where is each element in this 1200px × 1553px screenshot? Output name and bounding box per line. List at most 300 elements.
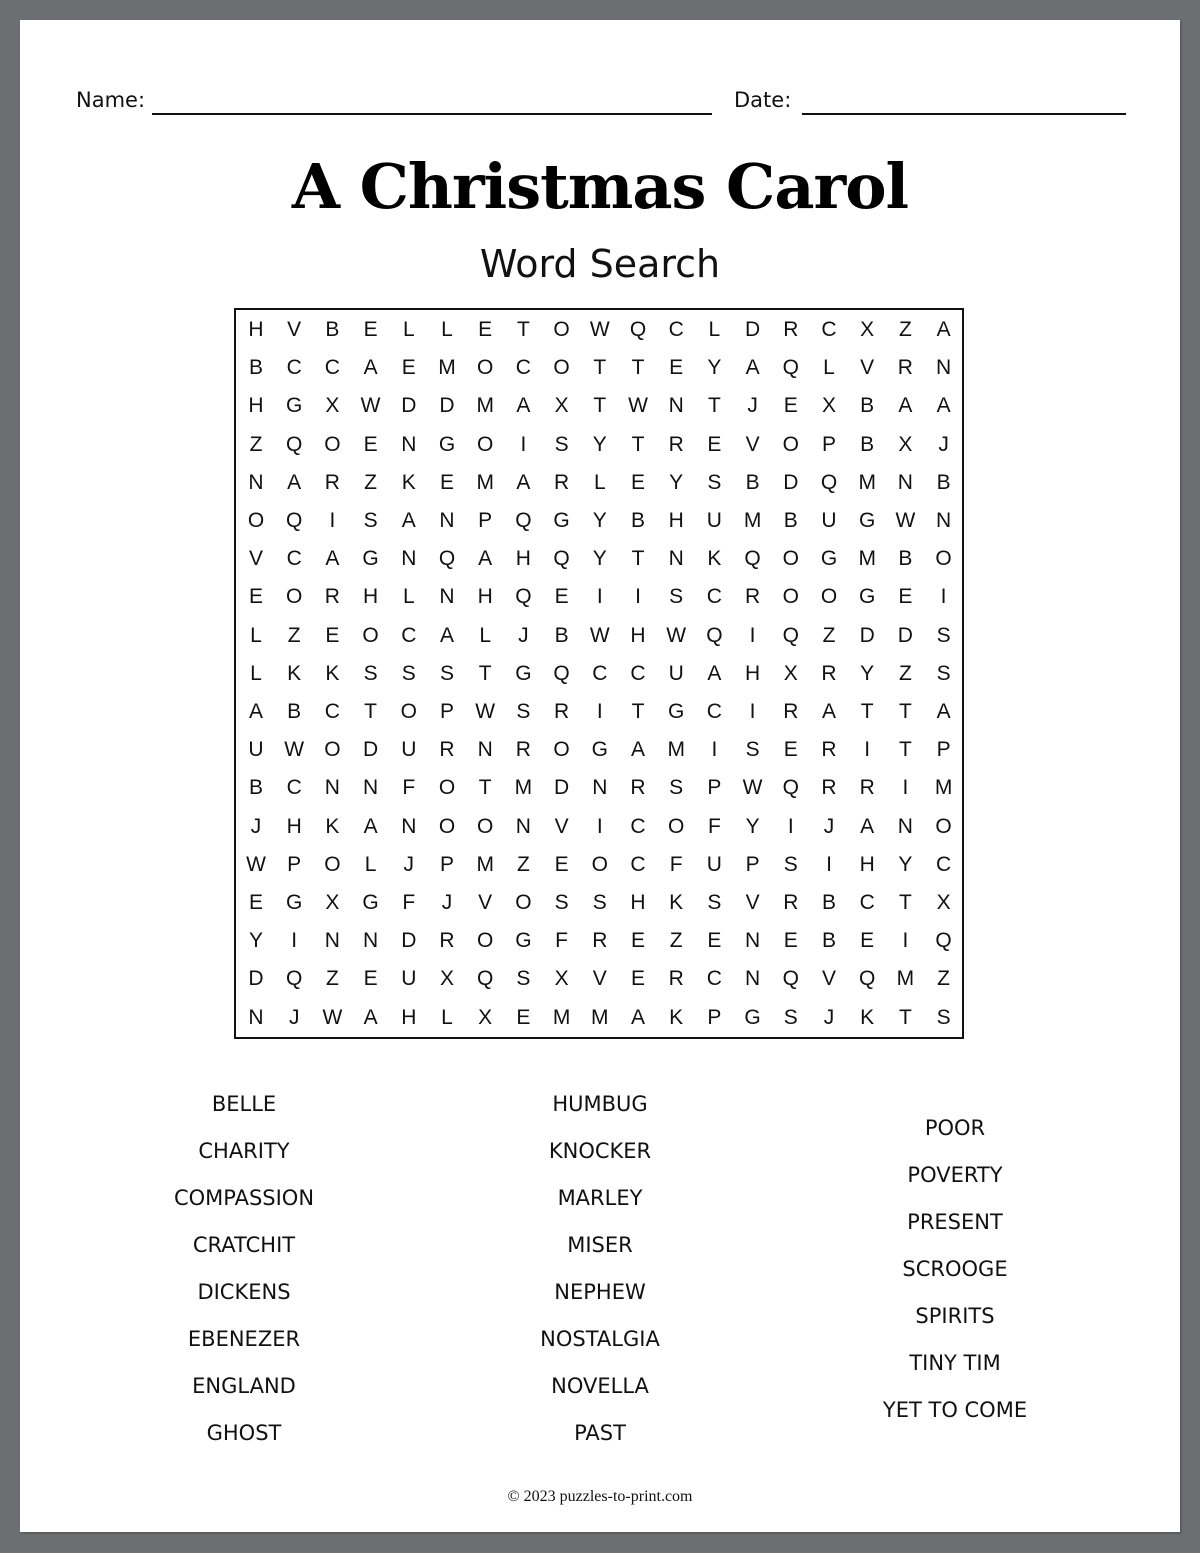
grid-cell[interactable]: S	[783, 852, 798, 876]
grid-cell[interactable]: B	[821, 891, 836, 914]
grid-cell[interactable]: V	[745, 891, 760, 914]
grid-cell[interactable]: B	[248, 356, 263, 380]
grid-cell[interactable]: G	[820, 547, 838, 571]
grid-cell[interactable]: A	[936, 700, 951, 723]
grid-cell[interactable]: R	[439, 738, 455, 762]
grid-cell[interactable]: B	[745, 470, 760, 494]
grid-cell[interactable]: Z	[287, 623, 301, 647]
grid-cell[interactable]: Q	[744, 547, 761, 571]
grid-cell[interactable]: S	[936, 661, 951, 685]
grid-cell[interactable]: R	[821, 738, 837, 762]
grid-cell[interactable]: Y	[248, 929, 263, 953]
grid-cell[interactable]: U	[706, 509, 722, 532]
grid-cell[interactable]: K	[707, 547, 722, 571]
grid-cell[interactable]: O	[247, 509, 265, 532]
grid-cell[interactable]: N	[439, 509, 455, 532]
grid-cell[interactable]: S	[363, 509, 378, 532]
grid-cell[interactable]: F	[402, 776, 416, 800]
grid-cell[interactable]: O	[324, 852, 341, 876]
grid-cell[interactable]: T	[631, 700, 645, 723]
grid-cell[interactable]: O	[553, 356, 570, 380]
grid-cell[interactable]: Z	[325, 967, 339, 991]
grid-cell[interactable]: Q	[553, 547, 570, 571]
grid-cell[interactable]: M	[858, 470, 876, 494]
grid-cell[interactable]: O	[935, 814, 952, 838]
grid-cell[interactable]: E	[401, 356, 416, 380]
grid-cell[interactable]: E	[516, 1005, 531, 1029]
grid-cell[interactable]: K	[401, 470, 416, 494]
grid-cell[interactable]: Y	[592, 509, 607, 532]
grid-cell[interactable]: B	[248, 776, 263, 800]
grid-cell[interactable]: H	[248, 318, 264, 341]
grid-cell[interactable]: R	[821, 661, 837, 685]
grid-cell[interactable]: I	[940, 585, 947, 609]
grid-cell[interactable]: W	[360, 394, 381, 418]
grid-cell[interactable]: C	[706, 585, 722, 609]
grid-cell[interactable]: B	[554, 623, 569, 647]
grid-cell[interactable]: C	[630, 814, 646, 838]
grid-cell[interactable]: Q	[477, 967, 494, 991]
grid-cell[interactable]: M	[896, 967, 915, 991]
grid-cell[interactable]: P	[439, 852, 454, 876]
grid-cell[interactable]: E	[363, 318, 378, 341]
grid-cell[interactable]: M	[591, 1005, 609, 1029]
grid-cell[interactable]: O	[477, 814, 494, 838]
grid-cell[interactable]: K	[669, 1005, 684, 1029]
grid-cell[interactable]: R	[668, 432, 684, 456]
grid-cell[interactable]: Q	[859, 967, 876, 991]
grid-cell[interactable]: D	[897, 623, 913, 647]
grid-cell[interactable]: C	[592, 661, 608, 685]
grid-cell[interactable]: N	[324, 776, 340, 800]
grid-cell[interactable]: T	[364, 700, 377, 723]
grid-cell[interactable]: A	[516, 394, 531, 418]
grid-cell[interactable]: D	[783, 470, 799, 494]
grid-cell[interactable]: S	[516, 700, 531, 723]
grid-cell[interactable]: Z	[364, 470, 377, 494]
grid-cell[interactable]: T	[516, 318, 530, 341]
grid-cell[interactable]: I	[749, 623, 756, 647]
grid-cell[interactable]: J	[823, 814, 835, 838]
grid-cell[interactable]: N	[439, 585, 455, 609]
grid-cell[interactable]: H	[363, 585, 379, 609]
grid-cell[interactable]: P	[707, 776, 722, 800]
grid-cell[interactable]: A	[630, 1005, 645, 1029]
grid-cell[interactable]: X	[860, 318, 875, 341]
grid-cell[interactable]: Y	[669, 470, 684, 494]
grid-cell[interactable]: D	[363, 738, 379, 762]
grid-cell[interactable]: F	[555, 929, 568, 953]
grid-cell[interactable]: I	[635, 585, 641, 609]
grid-cell[interactable]: O	[477, 432, 494, 456]
grid-cell[interactable]: G	[515, 929, 532, 953]
grid-cell[interactable]: W	[589, 623, 610, 647]
grid-cell[interactable]: S	[745, 738, 760, 762]
grid-cell[interactable]: E	[630, 929, 645, 953]
grid-cell[interactable]: P	[287, 852, 302, 876]
grid-cell[interactable]: A	[936, 394, 951, 418]
grid-cell[interactable]: O	[400, 700, 417, 723]
grid-cell[interactable]: Z	[898, 661, 912, 685]
grid-cell[interactable]: F	[707, 814, 721, 838]
grid-cell[interactable]: R	[592, 929, 608, 953]
grid-cell[interactable]: G	[286, 891, 303, 914]
grid-cell[interactable]: G	[362, 891, 379, 914]
grid-cell[interactable]: E	[554, 852, 569, 876]
grid-cell[interactable]: Z	[669, 929, 683, 953]
grid-cell[interactable]: C	[859, 891, 875, 914]
grid-cell[interactable]: E	[325, 623, 340, 647]
grid-cell[interactable]: W	[322, 1005, 343, 1029]
grid-cell[interactable]: I	[902, 776, 909, 800]
grid-cell[interactable]: I	[329, 509, 336, 532]
grid-cell[interactable]: A	[745, 356, 760, 380]
grid-cell[interactable]: G	[859, 509, 876, 532]
grid-cell[interactable]: T	[631, 356, 645, 380]
grid-cell[interactable]: R	[324, 470, 340, 494]
grid-cell[interactable]: R	[745, 585, 761, 609]
grid-cell[interactable]: E	[783, 738, 798, 762]
grid-cell[interactable]: D	[248, 967, 264, 991]
grid-cell[interactable]: N	[668, 547, 684, 571]
grid-cell[interactable]: I	[787, 814, 794, 838]
grid-cell[interactable]: O	[553, 318, 570, 341]
grid-cell[interactable]: J	[518, 623, 529, 647]
grid-cell[interactable]: O	[782, 432, 799, 456]
grid-cell[interactable]: Q	[438, 547, 456, 571]
grid-cell[interactable]: X	[439, 967, 454, 991]
grid-cell[interactable]: N	[248, 1005, 264, 1029]
grid-cell[interactable]: C	[286, 356, 302, 380]
grid-cell[interactable]: K	[860, 1005, 875, 1029]
grid-cell[interactable]: E	[898, 585, 913, 609]
grid-cell[interactable]: S	[363, 661, 378, 685]
grid-cell[interactable]: B	[821, 929, 836, 953]
grid-cell[interactable]: M	[858, 547, 876, 571]
grid-cell[interactable]: W	[895, 509, 916, 532]
grid-cell[interactable]: L	[250, 661, 262, 685]
grid-cell[interactable]: P	[745, 852, 760, 876]
grid-cell[interactable]: E	[669, 356, 684, 380]
grid-cell[interactable]: Q	[782, 776, 799, 800]
grid-cell[interactable]: K	[325, 814, 340, 838]
grid-cell[interactable]: E	[363, 967, 378, 991]
grid-cell[interactable]: E	[478, 318, 493, 341]
grid-cell[interactable]: I	[711, 738, 718, 762]
grid-cell[interactable]: Q	[515, 585, 532, 609]
grid-cell[interactable]: C	[630, 661, 646, 685]
grid-cell[interactable]: Q	[629, 318, 647, 341]
grid-cell[interactable]: M	[476, 852, 494, 876]
grid-cell[interactable]: E	[439, 470, 454, 494]
grid-cell[interactable]: O	[935, 547, 952, 571]
grid-cell[interactable]: N	[363, 776, 379, 800]
grid-cell[interactable]: K	[287, 661, 302, 685]
grid-cell[interactable]: S	[783, 1005, 798, 1029]
grid-cell[interactable]: N	[401, 547, 417, 571]
grid-cell[interactable]: S	[707, 891, 722, 914]
grid-cell[interactable]: H	[286, 814, 302, 838]
grid-cell[interactable]: I	[826, 852, 832, 876]
grid-cell[interactable]: H	[745, 661, 761, 685]
grid-cell[interactable]: N	[668, 394, 684, 418]
grid-cell[interactable]: C	[936, 852, 952, 876]
grid-cell[interactable]: K	[325, 661, 340, 685]
grid-cell[interactable]: L	[441, 1005, 453, 1029]
grid-cell[interactable]: N	[897, 470, 913, 494]
grid-cell[interactable]: I	[864, 738, 871, 762]
grid-cell[interactable]: O	[362, 623, 379, 647]
grid-cell[interactable]: V	[248, 547, 263, 571]
grid-cell[interactable]: Q	[286, 967, 303, 991]
grid-cell[interactable]: M	[552, 1005, 571, 1029]
grid-cell[interactable]: O	[286, 585, 303, 609]
grid-cell[interactable]: S	[401, 661, 416, 685]
grid-cell[interactable]: T	[707, 394, 721, 418]
grid-cell[interactable]: A	[516, 470, 531, 494]
grid-cell[interactable]: N	[897, 814, 913, 838]
grid-cell[interactable]: N	[477, 738, 493, 762]
grid-cell[interactable]: J	[250, 814, 262, 838]
grid-cell[interactable]: U	[821, 509, 837, 532]
grid-cell[interactable]: O	[438, 814, 456, 838]
grid-cell[interactable]: O	[477, 356, 494, 380]
grid-cell[interactable]: S	[554, 891, 569, 914]
grid-cell[interactable]: E	[630, 470, 645, 494]
grid-cell[interactable]: I	[596, 585, 603, 609]
grid-cell[interactable]: H	[859, 852, 875, 876]
grid-cell[interactable]: N	[401, 432, 417, 456]
grid-cell[interactable]: U	[401, 967, 417, 991]
grid-cell[interactable]: E	[630, 967, 645, 991]
grid-cell[interactable]: J	[747, 394, 758, 418]
grid-cell[interactable]: T	[593, 356, 607, 380]
grid-cell[interactable]: T	[593, 394, 607, 418]
grid-cell[interactable]: S	[936, 623, 951, 647]
grid-cell[interactable]: J	[441, 891, 453, 914]
grid-cell[interactable]: D	[554, 776, 570, 800]
grid-cell[interactable]: W	[628, 394, 648, 418]
grid-cell[interactable]: K	[669, 891, 684, 914]
grid-cell[interactable]: E	[363, 432, 378, 456]
grid-cell[interactable]: U	[706, 852, 722, 876]
grid-cell[interactable]: U	[668, 661, 684, 685]
grid-cell[interactable]: G	[553, 509, 570, 532]
grid-cell[interactable]: W	[666, 623, 687, 647]
grid-cell[interactable]: S	[516, 967, 531, 991]
grid-cell[interactable]: O	[438, 776, 456, 800]
grid-cell[interactable]: Y	[860, 661, 875, 685]
grid-cell[interactable]: H	[515, 547, 531, 571]
grid-cell[interactable]: A	[363, 814, 378, 838]
grid-cell[interactable]: J	[823, 1005, 835, 1029]
grid-cell[interactable]: W	[742, 776, 763, 800]
grid-cell[interactable]: O	[668, 814, 685, 838]
grid-cell[interactable]: F	[402, 891, 416, 914]
grid-cell[interactable]: C	[706, 967, 722, 991]
grid-cell[interactable]: T	[478, 776, 492, 800]
grid-cell[interactable]: N	[324, 929, 340, 953]
grid-cell[interactable]: I	[596, 814, 603, 838]
grid-cell[interactable]: M	[667, 738, 685, 762]
grid-cell[interactable]: J	[938, 432, 949, 456]
grid-cell[interactable]: P	[478, 509, 493, 532]
grid-cell[interactable]: P	[439, 700, 454, 723]
grid-cell[interactable]: E	[707, 929, 722, 953]
grid-cell[interactable]: E	[248, 891, 263, 914]
grid-cell[interactable]: S	[669, 776, 684, 800]
grid-cell[interactable]: Q	[935, 929, 952, 953]
grid-cell[interactable]: A	[363, 356, 378, 380]
grid-cell[interactable]: Z	[937, 967, 950, 991]
grid-cell[interactable]: M	[934, 776, 953, 800]
grid-cell[interactable]: O	[591, 852, 608, 876]
grid-cell[interactable]: L	[708, 318, 721, 341]
grid-cell[interactable]: N	[515, 814, 531, 838]
grid-cell[interactable]: C	[706, 700, 722, 723]
grid-cell[interactable]: V	[860, 356, 875, 380]
grid-cell[interactable]: N	[401, 814, 417, 838]
grid-cell[interactable]: E	[248, 585, 263, 609]
grid-cell[interactable]: L	[402, 585, 415, 609]
grid-cell[interactable]: R	[439, 929, 455, 953]
grid-cell[interactable]: Q	[782, 623, 799, 647]
grid-cell[interactable]: R	[821, 776, 837, 800]
grid-cell[interactable]: B	[860, 432, 875, 456]
grid-cell[interactable]: U	[248, 738, 264, 762]
grid-cell[interactable]: L	[823, 356, 835, 380]
grid-cell[interactable]: D	[401, 929, 417, 953]
grid-cell[interactable]: E	[860, 929, 875, 953]
grid-cell[interactable]: C	[401, 623, 417, 647]
grid-cell[interactable]: D	[859, 623, 875, 647]
grid-cell[interactable]: C	[286, 547, 302, 571]
grid-cell[interactable]: S	[936, 1005, 951, 1029]
grid-cell[interactable]: H	[477, 585, 493, 609]
grid-cell[interactable]: Q	[782, 356, 799, 380]
grid-cell[interactable]: T	[898, 738, 912, 762]
grid-cell[interactable]: D	[745, 318, 761, 341]
grid-cell[interactable]: Q	[515, 509, 532, 532]
grid-cell[interactable]: T	[478, 661, 492, 685]
grid-cell[interactable]: L	[479, 623, 492, 647]
grid-cell[interactable]: B	[630, 509, 645, 532]
grid-cell[interactable]: I	[749, 700, 756, 723]
grid-cell[interactable]: I	[596, 700, 603, 723]
grid-cell[interactable]: N	[936, 509, 952, 532]
grid-cell[interactable]: S	[439, 661, 454, 685]
grid-cell[interactable]: S	[669, 585, 684, 609]
name-field-line[interactable]	[152, 113, 712, 115]
grid-cell[interactable]: P	[821, 432, 836, 456]
grid-cell[interactable]: X	[478, 1005, 493, 1029]
grid-cell[interactable]: C	[515, 356, 531, 380]
grid-cell[interactable]: A	[898, 394, 913, 418]
grid-cell[interactable]: Z	[898, 318, 912, 341]
grid-cell[interactable]: R	[668, 967, 684, 991]
grid-cell[interactable]: Y	[898, 852, 913, 876]
grid-cell[interactable]: X	[554, 967, 569, 991]
grid-cell[interactable]: M	[476, 470, 494, 494]
grid-cell[interactable]: Y	[745, 814, 760, 838]
grid-cell[interactable]: J	[288, 1005, 300, 1029]
grid-cell[interactable]: A	[821, 700, 836, 723]
grid-cell[interactable]: R	[554, 700, 570, 723]
grid-cell[interactable]: C	[324, 356, 340, 380]
grid-cell[interactable]: N	[745, 967, 761, 991]
grid-cell[interactable]: A	[325, 547, 340, 571]
grid-cell[interactable]: V	[478, 891, 493, 914]
grid-cell[interactable]: X	[783, 661, 798, 685]
grid-cell[interactable]: G	[744, 1005, 761, 1029]
grid-cell[interactable]: P	[936, 738, 951, 762]
grid-cell[interactable]: E	[554, 585, 569, 609]
grid-cell[interactable]: X	[898, 432, 913, 456]
grid-cell[interactable]: A	[439, 623, 454, 647]
grid-cell[interactable]: O	[324, 738, 341, 762]
grid-cell[interactable]: Y	[592, 547, 607, 571]
grid-cell[interactable]: C	[286, 776, 302, 800]
grid-cell[interactable]: L	[441, 318, 453, 341]
grid-cell[interactable]: Z	[822, 623, 836, 647]
grid-cell[interactable]: X	[554, 394, 569, 418]
grid-cell[interactable]: R	[859, 776, 875, 800]
grid-cell[interactable]: H	[668, 509, 684, 532]
grid-cell[interactable]: Q	[782, 967, 799, 991]
grid-cell[interactable]: L	[364, 852, 377, 876]
grid-cell[interactable]: A	[287, 470, 302, 494]
grid-cell[interactable]: B	[936, 470, 951, 494]
grid-cell[interactable]: V	[821, 967, 836, 991]
grid-cell[interactable]: O	[782, 585, 799, 609]
grid-cell[interactable]: O	[515, 891, 532, 914]
grid-cell[interactable]: E	[707, 432, 722, 456]
grid-cell[interactable]: Z	[516, 852, 530, 876]
grid-cell[interactable]: M	[743, 509, 762, 532]
grid-cell[interactable]: T	[860, 700, 874, 723]
grid-cell[interactable]: G	[362, 547, 379, 571]
grid-cell[interactable]: A	[401, 509, 416, 532]
grid-cell[interactable]: S	[592, 891, 607, 914]
grid-cell[interactable]: P	[707, 1005, 722, 1029]
grid-cell[interactable]: T	[898, 700, 912, 723]
grid-cell[interactable]: A	[363, 1005, 378, 1029]
grid-cell[interactable]: B	[898, 547, 913, 571]
grid-cell[interactable]: H	[248, 394, 264, 418]
grid-cell[interactable]: N	[248, 470, 264, 494]
grid-cell[interactable]: M	[476, 394, 494, 418]
grid-cell[interactable]: O	[782, 547, 799, 571]
grid-cell[interactable]: M	[438, 356, 456, 380]
grid-cell[interactable]: R	[783, 318, 799, 341]
grid-cell[interactable]: R	[554, 470, 570, 494]
grid-cell[interactable]: Q	[820, 470, 838, 494]
grid-cell[interactable]: R	[783, 700, 799, 723]
grid-cell[interactable]: W	[589, 318, 610, 341]
grid-cell[interactable]: Q	[706, 623, 723, 647]
grid-cell[interactable]: Q	[286, 509, 303, 532]
grid-cell[interactable]: B	[325, 318, 340, 341]
grid-cell[interactable]: D	[439, 394, 455, 418]
grid-cell[interactable]: L	[250, 623, 262, 647]
grid-cell[interactable]: G	[438, 432, 456, 456]
grid-cell[interactable]: O	[553, 738, 570, 762]
grid-cell[interactable]: C	[668, 318, 684, 341]
grid-cell[interactable]: V	[592, 967, 607, 991]
grid-cell[interactable]: W	[246, 852, 266, 876]
grid-cell[interactable]: O	[324, 432, 341, 456]
grid-cell[interactable]: R	[630, 776, 646, 800]
